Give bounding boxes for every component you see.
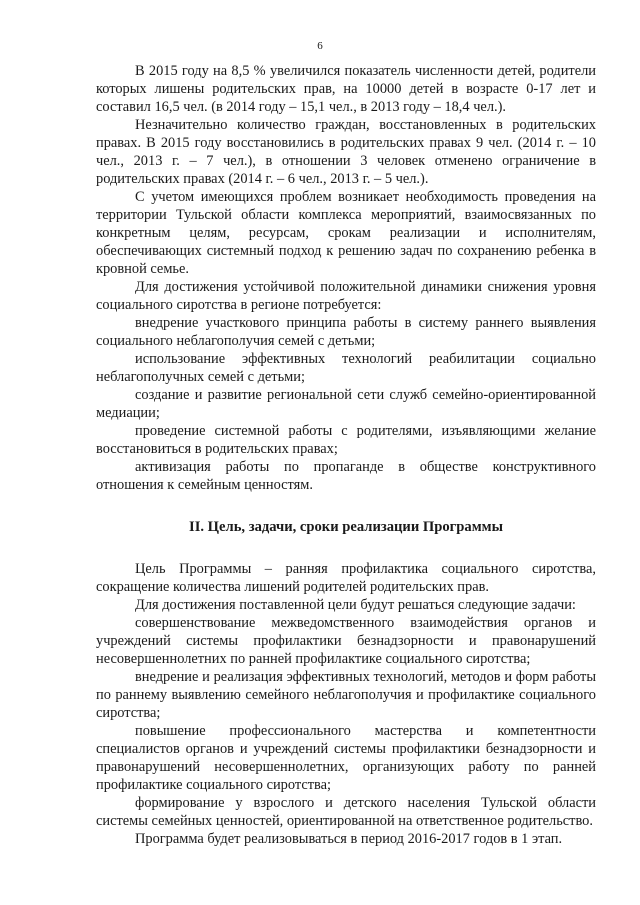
section-heading: II. Цель, задачи, сроки реализации Программы [189, 519, 503, 535]
paragraph: Незначительно количество граждан, восстановленных в родительских правах. В 2015 году восстановились в родительских правах 9 чел. (2014 г. – 10 чел., 2013 г. – 7 чел.), в отношении 3 человек отменено ограничение в родительских правах (2014 г. – 6 чел., 2013 г. – 5 чел.). [96, 117, 596, 187]
paragraph: Для достижения устойчивой положительной динамики снижения уровня социального сиротства в регионе потребуется: [96, 279, 596, 313]
list-item: совершенствование межведомственного взаимодействия органов и учреждений системы профилактики безнадзорности и правонарушений несовершеннолетних по ранней профилактике социального сиротства; [96, 615, 596, 667]
list-item: использование эффективных технологий реабилитации социально неблагополучных семей с детьми; [96, 351, 596, 385]
list-item: повышение профессионального мастерства и компетентности специалистов органов и учреждений системы профилактики безнадзорности и правонарушений несовершеннолетних, организующих работу по ранней профилактике социального сиротства; [96, 723, 596, 793]
list-item: проведение системной работы с родителями, изъявляющими желание восстановиться в родительских правах; [96, 423, 596, 457]
paragraph: В 2015 году на 8,5 % увеличился показатель численности детей, родители которых лишены родительских прав, на 10000 детей в возрасте 0-17 лет и составил 16,5 чел. (в 2014 году – 15,1 чел., в 2013 году – 18,4 чел.). [96, 63, 596, 115]
page-number: 6 [317, 40, 323, 52]
paragraph: С учетом имеющихся проблем возникает необходимость проведения на территории Тульской области комплекса мероприятий, взаимосвязанных по конкретным целям, ресурсам, срокам реализации и исполнителям, обеспечивающих системный подход к решению задач по сохранению ребенка в кровной семье. [96, 189, 596, 277]
list-item: формирование у взрослого и детского населения Тульской области системы семейных ценностей, ориентированной на ответственное родительство. [96, 795, 596, 829]
list-item: создание и развитие региональной сети служб семейно-ориентированной медиации; [96, 387, 596, 421]
list-item: внедрение участкового принципа работы в систему раннего выявления социального неблагополучия семей с детьми; [96, 315, 596, 349]
paragraph: Цель Программы – ранняя профилактика социального сиротства, сокращение количества лишений родителей родительских прав. [96, 561, 596, 595]
paragraph: Для достижения поставленной цели будут решаться следующие задачи: [135, 597, 576, 613]
list-item: активизация работы по пропаганде в обществе конструктивного отношения к семейным ценностям. [96, 459, 596, 493]
paragraph: Программа будет реализовываться в период 2016-2017 годов в 1 этап. [135, 831, 563, 847]
list-item: внедрение и реализация эффективных технологий, методов и форм работы по раннему выявлению семейного неблагополучия и профилактике социального сиротства; [96, 669, 596, 721]
document-body [96, 62, 596, 848]
